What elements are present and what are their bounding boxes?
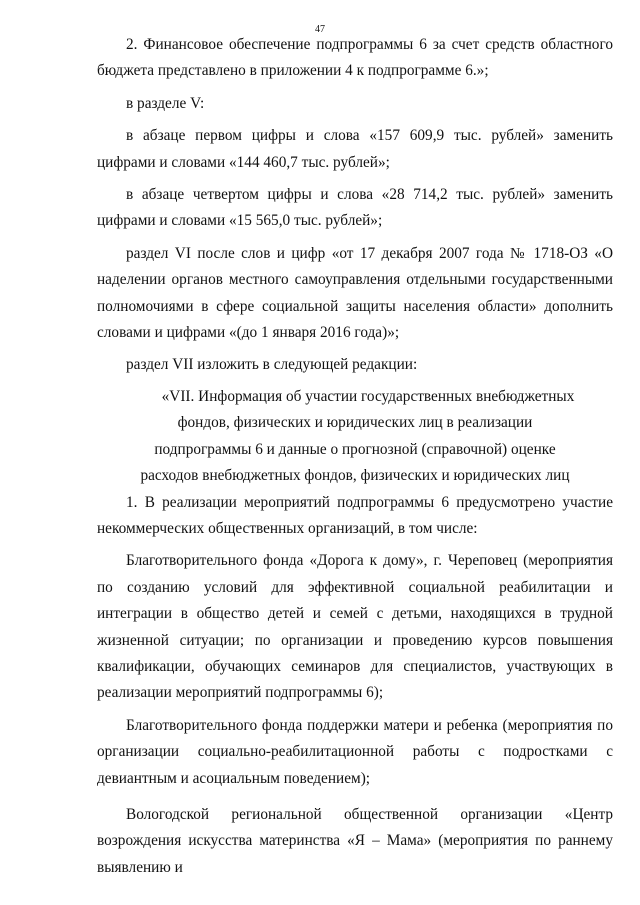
paragraph-first-abzac: в абзаце первом цифры и слова «157 609,9 тыс. рублей» заменить цифрами и словами «144 460,7 тыс. рублей»; xyxy=(97,127,613,171)
document-body xyxy=(97,32,613,881)
paragraph-ya-mama: Вологодской региональной общественной организации «Центр возрождения искусства материнства «Я – Мама» (мероприятия по раннему выявлению и xyxy=(97,805,613,876)
page-number: 47 xyxy=(315,24,325,35)
section-heading-line: расходов внебюджетных фондов, физических и юридических лиц xyxy=(140,467,570,485)
paragraph-section-vi: раздел VI после слов и цифр «от 17 декабря 2007 года № 1718-ОЗ «О наделении органов местного самоуправления отдельными государственными полномочиями в сфере социальной защиты населения области» дополнить словами и цифрами «(до 1 января 2016 года)»; xyxy=(97,244,613,342)
paragraph-fund-mother-child: Благотворительного фонда поддержки матери и ребенка (мероприятия по организации социально-реабилитационной работы с подростками с девиантным и асоциальным поведением); xyxy=(97,716,613,787)
section-heading xyxy=(97,384,613,490)
section-heading-line: фондов, физических и юридических лиц в реализации xyxy=(177,414,533,432)
paragraph-section-vii: раздел VII изложить в следующей редакции: xyxy=(126,356,418,374)
paragraph-participation: 1. В реализации мероприятий подпрограммы 6 предусмотрено участие некоммерческих общественных организаций, в том числе: xyxy=(97,493,613,537)
section-heading-line: «VII. Информация об участии государственных внебюджетных xyxy=(161,387,575,405)
paragraph-fund-doroga: Благотворительного фонда «Дорога к дому», г. Череповец (мероприятия по созданию условий для эффективной социальной реабилитации и интеграции в общество детей и семей с детьми, находящихся в трудной жизненной ситуации; по организации и проведению курсов повышения квалификации, обучающих семинаров для специалистов, участвующих в реализации мероприятий подпрограммы 6); xyxy=(97,552,613,702)
paragraph-financing: 2. Финансовое обеспечение подпрограммы 6 за счет средств областного бюджета представлено в приложении 4 к подпрограмме 6.»; xyxy=(97,36,613,80)
paragraph-section-v: в разделе V: xyxy=(126,94,205,112)
paragraph-fourth-abzac: в абзаце четвертом цифры и слова «28 714,2 тыс. рублей» заменить цифрами и словами «15 565,0 тыс. рублей»; xyxy=(97,186,613,230)
section-heading-line: подпрограммы 6 и данные о прогнозной (справочной) оценке xyxy=(154,440,556,458)
